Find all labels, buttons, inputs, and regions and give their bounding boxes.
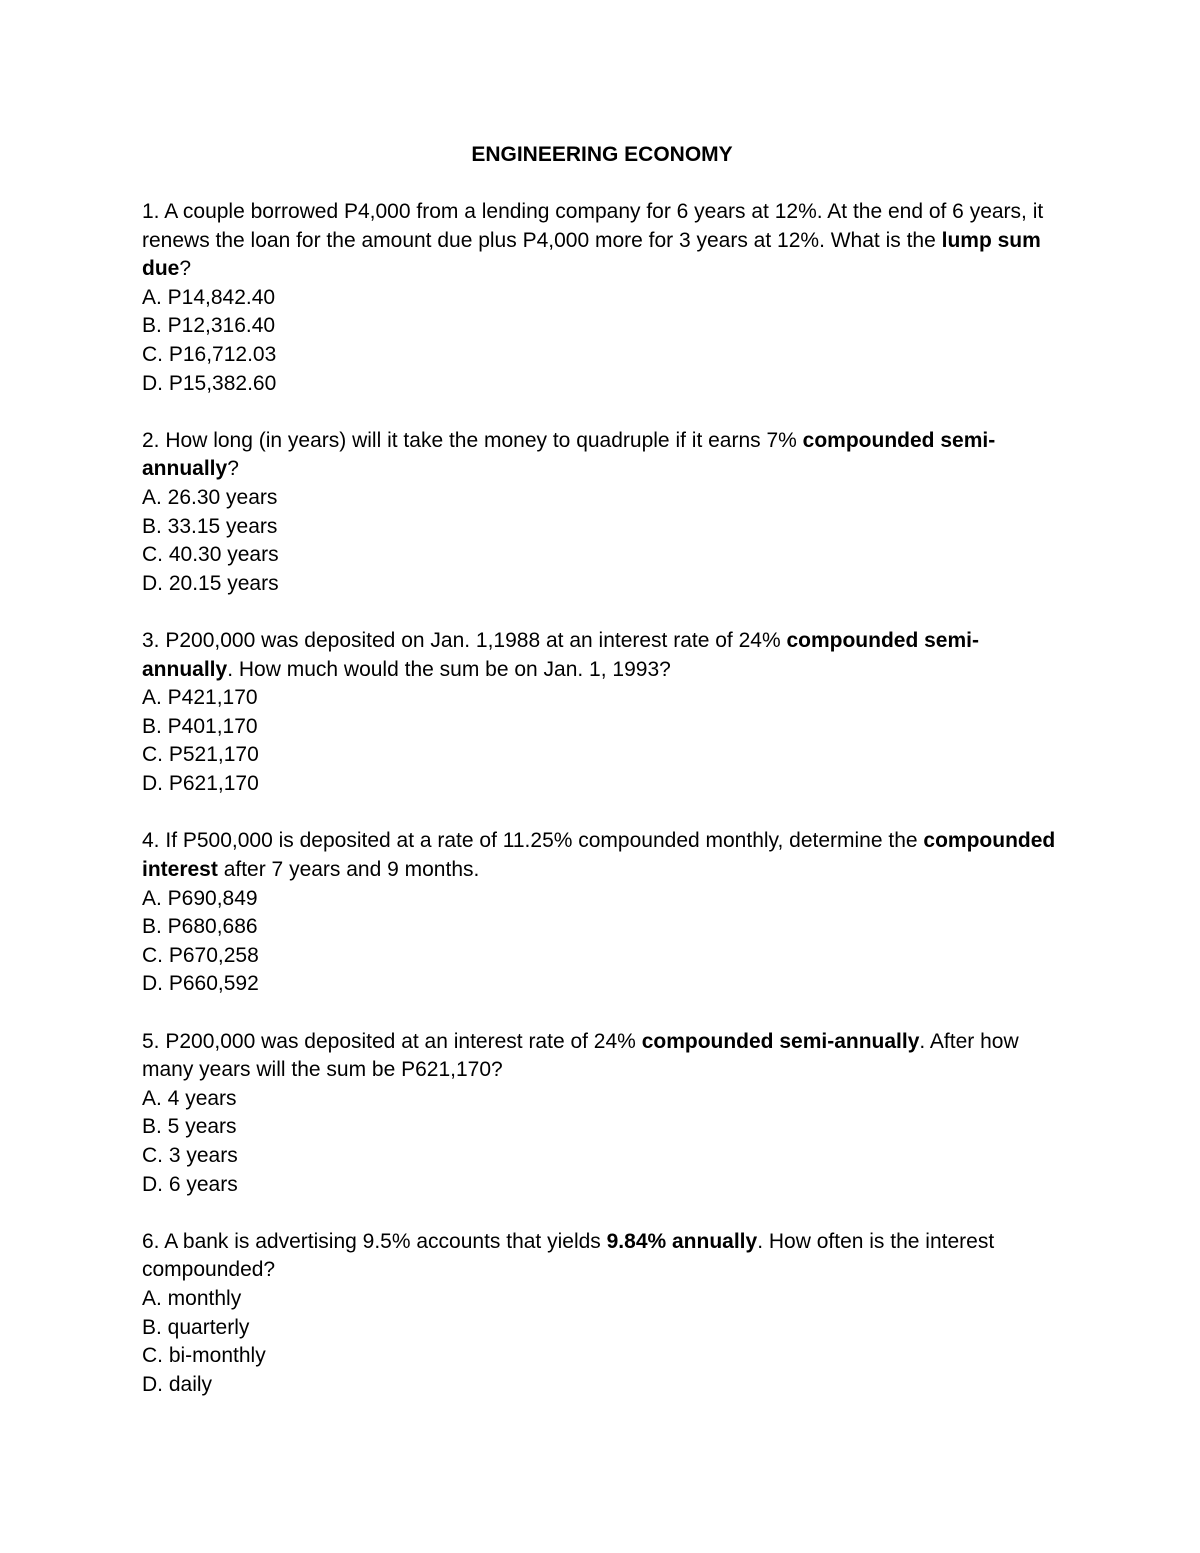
option-a: A. 4 years <box>142 1086 237 1110</box>
option-a: A. P14,842.40 <box>142 285 276 309</box>
option-b: B. P401,170 <box>142 714 258 738</box>
option-a: A. 26.30 years <box>142 486 278 510</box>
question-number: 5. <box>142 1029 160 1053</box>
question-text-segment: P200,000 was deposited on Jan. 1,1988 at an interest rate of 24% <box>165 629 787 653</box>
option-b: B. P680,686 <box>142 915 258 939</box>
question-6 <box>142 1228 1062 1400</box>
option-c: C. P521,170 <box>142 743 259 767</box>
question-text-segment: after 7 years and 9 months. <box>217 857 480 881</box>
question-3 <box>142 627 1062 799</box>
option-d: D. daily <box>142 1372 213 1396</box>
question-number: 1. <box>142 200 160 223</box>
page-title: ENGINEERING ECONOMY <box>471 143 733 166</box>
question-number: 4. <box>142 829 160 853</box>
question-text-emphasis: compounded semi-annually <box>641 1029 920 1053</box>
question-text <box>142 1028 1062 1085</box>
question-4 <box>142 827 1062 999</box>
option-c: C. 40.30 years <box>142 543 279 567</box>
question-text <box>142 827 1062 884</box>
question-text-segment: . How often is the interest compounded? <box>142 1229 995 1282</box>
question-text-emphasis: compounded semi-annually <box>142 428 996 481</box>
question-2 <box>142 427 1062 599</box>
question-text <box>142 198 1062 284</box>
option-b: B. 5 years <box>142 1115 237 1139</box>
option-c: C. P16,712.03 <box>142 342 277 366</box>
option-b: B. quarterly <box>142 1315 250 1339</box>
option-b: B. P12,316.40 <box>142 314 276 338</box>
question-text-segment: How long (in years) will it take the money to quadruple if it earns 7% <box>165 428 803 452</box>
question-text <box>142 427 1062 484</box>
question-text-segment: . After how many years will the sum be P621,170? <box>142 1029 1019 1082</box>
document-page <box>142 140 1062 1428</box>
option-c: C. 3 years <box>142 1143 238 1167</box>
question-text-segment: . How much would the sum be on Jan. 1, 1993? <box>227 657 671 681</box>
question-text-segment: If P500,000 is deposited at a rate of 11.25% compounded monthly, determine the <box>165 829 924 853</box>
option-c: C. P670,258 <box>142 943 259 967</box>
option-c: C. bi-monthly <box>142 1344 266 1368</box>
option-b: B. 33.15 years <box>142 514 278 538</box>
option-a: A. monthly <box>142 1287 242 1311</box>
question-text-segment: A bank is advertising 9.5% accounts that yields <box>164 1229 607 1253</box>
question-text <box>142 627 1062 684</box>
question-text-emphasis: 9.84% annually <box>606 1229 758 1253</box>
option-d: D. 20.15 years <box>142 571 279 595</box>
question-number: 3. <box>142 629 160 653</box>
question-text <box>142 1228 1062 1285</box>
question-text-segment: P200,000 was deposited at an interest rate of 24% <box>165 1029 642 1053</box>
question-1 <box>142 198 1062 398</box>
option-d: D. P660,592 <box>142 972 259 996</box>
question-number: 2. <box>142 428 160 452</box>
question-text-emphasis: compounded interest <box>142 829 1056 881</box>
question-number: 6. <box>142 1229 160 1253</box>
question-text-segment: ? <box>227 457 239 481</box>
option-d: D. P621,170 <box>142 772 259 796</box>
question-text-segment: ? <box>179 257 192 281</box>
option-d: D. 6 years <box>142 1172 238 1196</box>
question-text-emphasis: compounded semi-annually <box>142 629 979 681</box>
question-text-segment: A couple borrowed P4,000 from a lending company for 6 years at 12%. At the end of 6 years, it renews the loan for the amount due plus P4,000 more for 3 years at 12%. What is the <box>142 200 1044 252</box>
question-list <box>142 198 1062 1399</box>
option-a: A. P690,849 <box>142 886 258 910</box>
option-a: A. P421,170 <box>142 686 258 710</box>
question-text-emphasis: lump sum due <box>142 228 1041 281</box>
option-d: D. P15,382.60 <box>142 371 277 395</box>
question-5 <box>142 1028 1062 1200</box>
